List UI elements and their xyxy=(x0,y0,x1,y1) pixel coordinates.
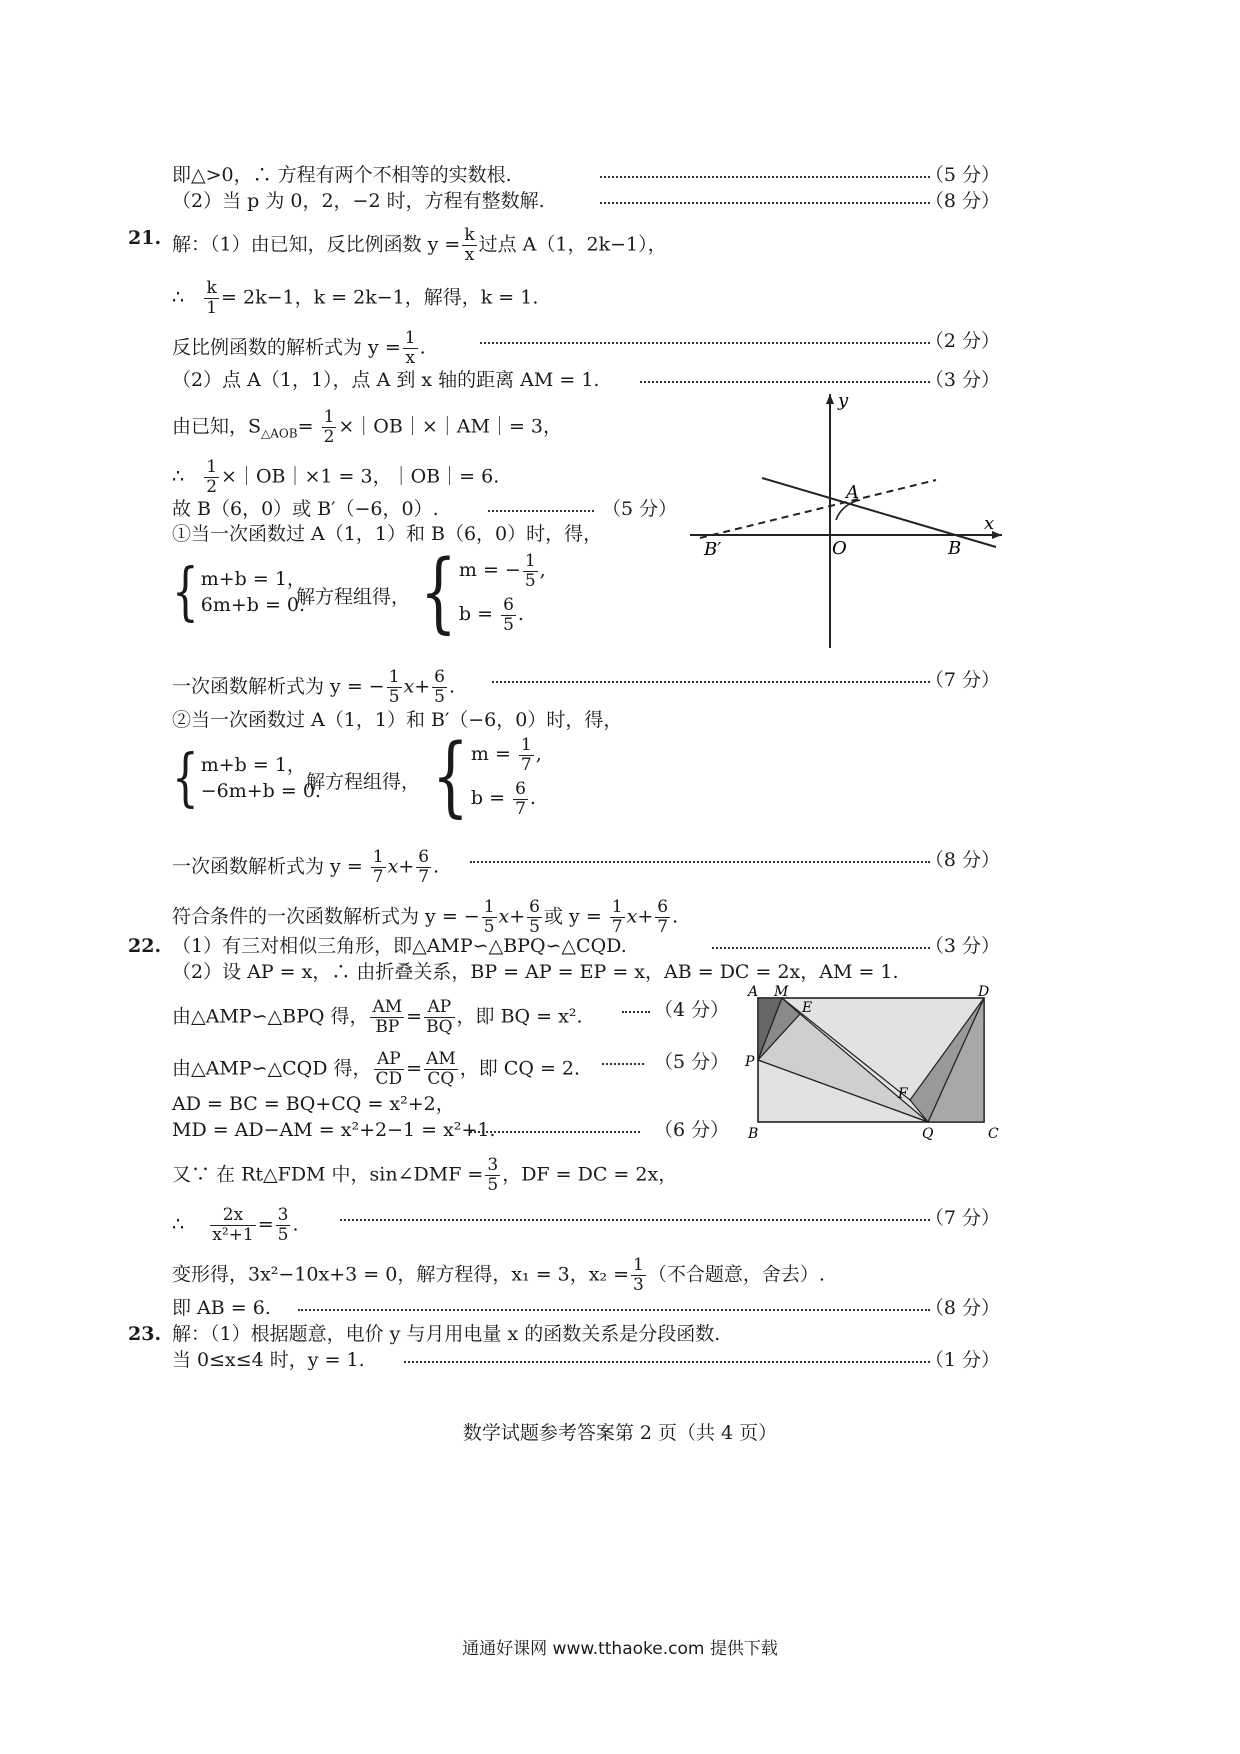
label-B: B xyxy=(748,1126,759,1142)
text-line: 解：（1）根据题意，电价 y 与月用电量 x 的函数关系是分段函数. xyxy=(172,1323,721,1345)
score: （5 分） xyxy=(602,498,678,520)
line-AB xyxy=(762,478,996,547)
dot-leader xyxy=(600,202,930,204)
text-line: 即 AB = 6. xyxy=(172,1297,271,1319)
coordinate-graph xyxy=(690,392,1004,650)
text-line: 反比例函数的解析式为 y = $\frac{1}{x}$ . xyxy=(172,328,426,368)
fraction: $\frac{k}{1}$ xyxy=(206,278,218,318)
fraction: $\frac{k}{x}$ xyxy=(464,225,475,265)
equation-system: { m+b = 1， 6m+b = 0. xyxy=(172,554,306,628)
solution-system: { m = $\frac{1}{7}$ , b = $\frac{6}{7}$ . xyxy=(432,725,542,827)
text-line: 变形得，3x²−10x+3 = 0，解方程得，x₁ = 3，x₂ = $\frac{1}{3}$ （不合题意，舍去）. xyxy=(172,1255,825,1295)
label-F: F xyxy=(898,1086,908,1102)
text-line: 符合条件的一次函数解析式为 y = − $\frac{1}{5}$ x+ $\frac{6}{5}$ 或 y = $\frac{1}{7}$ x+ $\frac{6}{7}$ . xyxy=(172,897,679,937)
source-note: 通通好课网 www.tthaoke.com 提供下载 xyxy=(462,1639,778,1659)
text-line: 解方程组得， xyxy=(296,586,411,608)
dot-leader xyxy=(298,1309,930,1311)
text-line: 解：（1）由已知，反比例函数 y = $\frac{k}{x}$ 过点 A（1，2k−1）， xyxy=(172,225,667,265)
text-line: （2）点 A（1，1），点 A 到 x 轴的距离 AM = 1. xyxy=(172,369,600,391)
page-footer-title: 数学试题参考答案第 2 页（共 4 页） xyxy=(462,1422,778,1444)
fraction: $\frac{1}{2}$ xyxy=(323,407,335,447)
text-line: ∴ $\frac{2x}{\text{x²+1}}$ = $\frac{3}{5}$ . xyxy=(172,1205,299,1245)
text-line: 由△AMP∽△CQD 得， $\frac{AP}{CD}$ = $\frac{AM}{CQ}$ ，即 CQ = 2. xyxy=(172,1049,581,1089)
text-line: 当 0≤x≤4 时，y = 1. xyxy=(172,1349,365,1371)
text-line: ∴ $\frac{1}{2}$ ×｜OB｜×1 = 3，｜OB｜= 6. xyxy=(172,457,500,497)
label-C: C xyxy=(988,1126,999,1142)
text-line: 即△>0，∴ 方程有两个不相等的实数根. xyxy=(172,164,512,186)
text-line: 由已知，$S_{\triangle AOB}=$ $\frac{1}{2}$ ×｜OB｜×｜AM｜= 3， xyxy=(172,407,562,447)
score: （8 分） xyxy=(924,849,1000,871)
score: （5 分） xyxy=(654,1051,730,1073)
score: （8 分） xyxy=(924,190,1000,212)
line-AB-prime xyxy=(700,480,936,538)
dot-leader xyxy=(640,381,930,383)
text-line: （2）设 AP = x，∴ 由折叠关系，BP = AP = EP = x，AB = DC = 2x，AM = 1. xyxy=(172,961,899,983)
label-Q: Q xyxy=(922,1126,934,1142)
point-B-label: B xyxy=(948,538,962,559)
text-line: 又∵ 在 Rt△FDM 中，sin∠DMF = $\frac{3}{5}$ ，DF = DC = 2x， xyxy=(172,1155,678,1195)
text-line: 故 B（6，0）或 B′（−6，0）. xyxy=(172,498,439,520)
fraction: $\frac{1}{2}$ xyxy=(206,457,218,497)
text-line: ①当一次函数过 A（1，1）和 B（6，0）时，得， xyxy=(172,523,603,545)
point-B-prime-label: B′ xyxy=(704,539,722,560)
text-line: ②当一次函数过 A（1，1）和 B′（−6，0）时，得， xyxy=(172,709,623,731)
label-D: D xyxy=(978,984,990,1000)
dot-leader xyxy=(622,1011,650,1013)
label-E: E xyxy=(802,1000,813,1016)
score: （6 分） xyxy=(654,1119,730,1141)
dot-leader xyxy=(492,681,930,683)
solution-system: { m = − $\frac{1}{5}$ , b = $\frac{6}{5}$ . xyxy=(420,541,546,643)
score: （5 分） xyxy=(924,164,1000,186)
dot-leader xyxy=(602,1063,644,1065)
x-label: x xyxy=(984,513,995,534)
text-line: MD = AD−AM = x²+2−1 = x²+1. xyxy=(172,1119,496,1141)
label-M: M xyxy=(774,984,789,1000)
fraction: $\frac{1}{x}$ xyxy=(404,328,416,368)
score: （3 分） xyxy=(924,369,1000,391)
question-number: 21. xyxy=(128,227,162,249)
dot-leader xyxy=(404,1361,930,1363)
y-axis-arrow xyxy=(826,394,834,404)
text-line: （1）有三对相似三角形，即△AMP∽△BPQ∽△CQD. xyxy=(172,935,627,957)
score: （3 分） xyxy=(924,935,1000,957)
point-A-label: A xyxy=(846,482,859,503)
equation-system: { m+b = 1， −6m+b = 0. xyxy=(172,740,321,814)
text-line: （2）当 p 为 0，2，−2 时，方程有整数解. xyxy=(172,190,545,212)
label-A: A xyxy=(748,984,759,1000)
origin-label: O xyxy=(832,538,847,559)
score: （8 分） xyxy=(924,1297,1000,1319)
score: （7 分） xyxy=(924,669,1000,691)
dot-leader xyxy=(470,861,930,863)
text-line: AD = BC = BQ+CQ = x²+2， xyxy=(172,1093,455,1115)
dot-leader xyxy=(712,947,930,949)
question-number: 22. xyxy=(128,935,162,957)
score: （7 分） xyxy=(924,1207,1000,1229)
text-line: 由△AMP∽△BPQ 得， $\frac{AM}{BP}$ = $\frac{AP}{BQ}$ ，即 BQ = x². xyxy=(172,997,583,1037)
text-line: 解方程组得， xyxy=(306,771,421,793)
dot-leader xyxy=(480,342,930,344)
score: （2 分） xyxy=(924,330,1000,352)
dot-leader xyxy=(340,1219,930,1221)
y-label: y xyxy=(838,392,849,411)
text-line: ∴ $\frac{k}{1}$ = 2k−1，k = 2k−1，解得，k = 1. xyxy=(172,278,539,318)
question-number: 23. xyxy=(128,1323,162,1345)
label-P: P xyxy=(745,1054,755,1070)
text-line: 一次函数解析式为 y = $\frac{1}{7}$ x+ $\frac{6}{7}$ . xyxy=(172,847,440,887)
score: （4 分） xyxy=(654,999,730,1021)
dot-leader xyxy=(488,510,594,512)
dot-leader xyxy=(470,1131,640,1133)
text-line: 一次函数解析式为 y = − $\frac{1}{5}$ x+ $\frac{6}{5}$ . xyxy=(172,667,456,707)
score: （1 分） xyxy=(924,1349,1000,1371)
dot-leader xyxy=(600,176,930,178)
folding-rectangle-figure xyxy=(744,984,1006,1142)
